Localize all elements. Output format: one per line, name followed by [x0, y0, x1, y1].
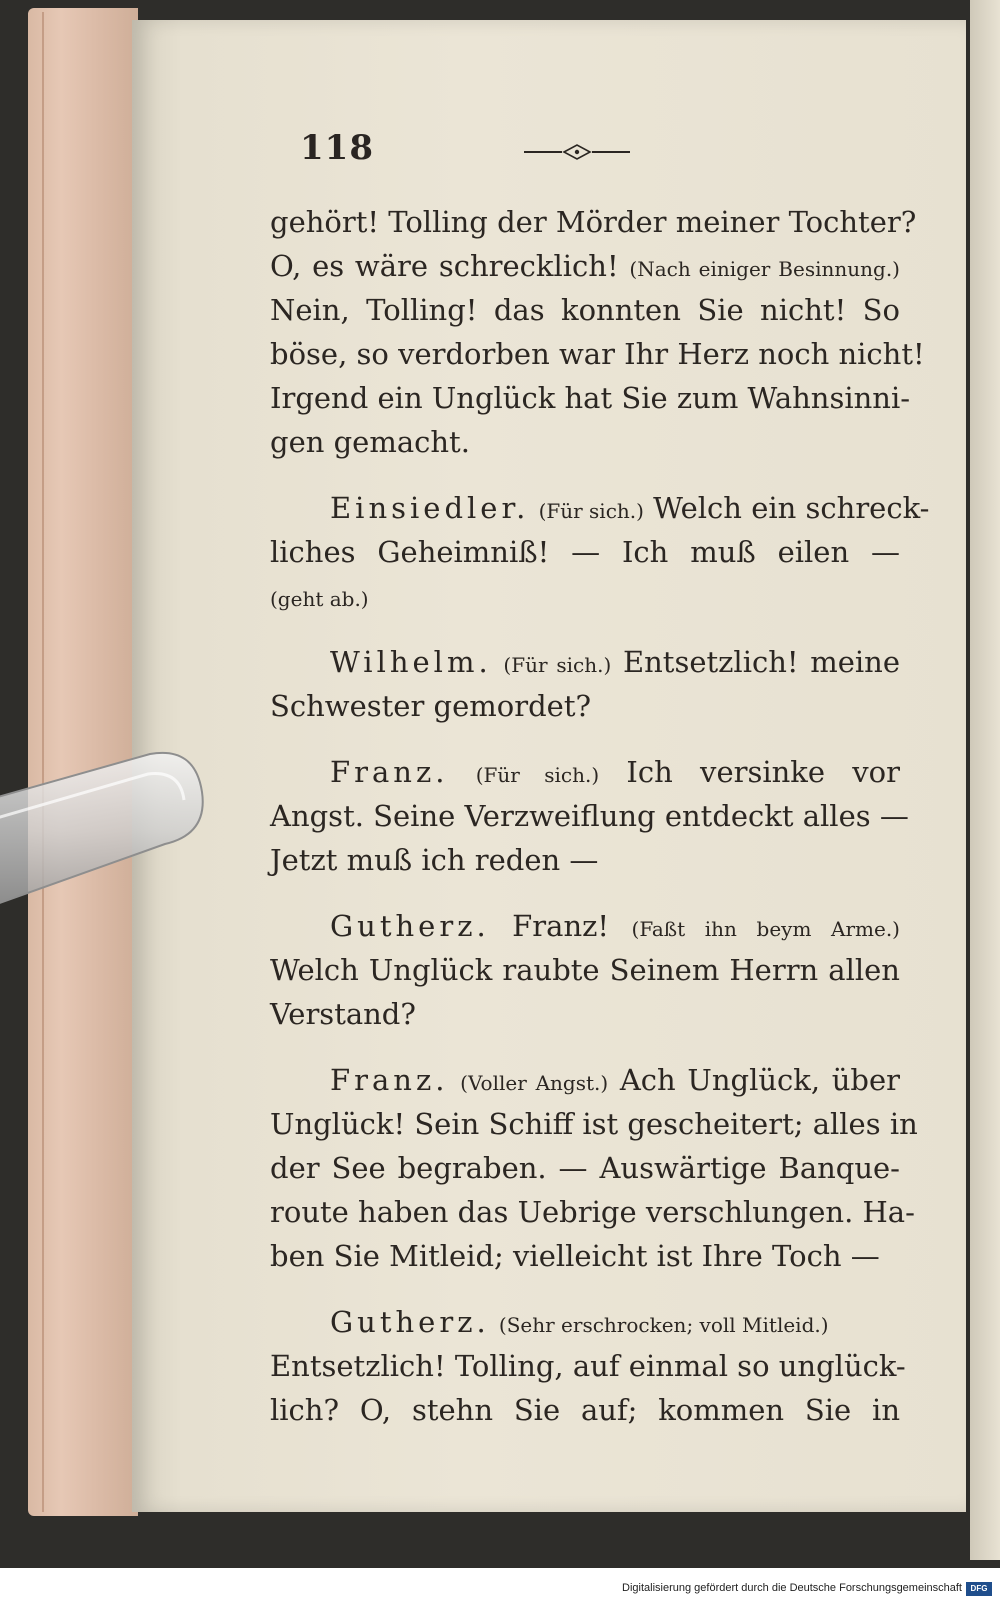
text-line: gehört! Tolling der Mörder meiner Tochter? [270, 205, 917, 239]
speech-line: Entsetzlich! Tolling, auf einmal so unglück- [270, 1349, 906, 1383]
stage-direction: (Sehr erschrocken; voll Mitleid.) [498, 1313, 829, 1337]
speech-line: lich? O, stehn Sie auf; kommen Sie in [270, 1393, 900, 1427]
speech-line: Franz. (Für sich.) Ich versinke vor [330, 755, 900, 789]
speech-line [270, 574, 900, 618]
stage-direction: (geht ab.) [270, 587, 369, 611]
speech-line: Welch Unglück raubte Seinem Herrn allen [270, 953, 900, 987]
speaker-name: Franz. [330, 1063, 449, 1097]
dfg-logo: DFG [966, 1582, 992, 1596]
speaker-name: Gutherz. [330, 1305, 490, 1339]
speech-line: liches Geheimniß! — Ich muß eilen — [270, 535, 900, 569]
speaker-name: Franz. [330, 755, 449, 789]
speech-line: Angst. Seine Verzweiflung entdeckt alles — [270, 799, 909, 833]
header-ornament-icon [522, 142, 632, 162]
stage-direction: (Nach einiger Besinnung.) [629, 257, 900, 281]
speech-line: route haben das Uebrige verschlungen. Ha- [270, 1195, 915, 1229]
speaker-name: Gutherz. [330, 909, 490, 943]
speaker-name: Einsiedler. [330, 491, 530, 525]
speech-line: Franz. (Voller Angst.) Ach Unglück, über [330, 1063, 901, 1097]
stage-direction: (Für sich.) [538, 499, 644, 523]
speech-line: Wilhelm. (Für sich.) Entsetzlich! meine [330, 645, 901, 679]
stage-direction: (Für sich.) [503, 653, 612, 677]
speech-line: Einsiedler. (Für sich.) Welch ein schreck- [330, 491, 930, 525]
text-line: Irgend ein Unglück hat Sie zum Wahnsinni- [270, 381, 911, 415]
text-line: Nein, Tolling! das konnten Sie nicht! So [270, 293, 900, 327]
speech-line: Jetzt muß ich reden — [270, 843, 599, 877]
speech-line: ben Sie Mitleid; vielleicht ist Ihre Toch — [270, 1239, 880, 1273]
body-text [270, 200, 930, 1432]
speech-line [270, 1300, 900, 1344]
text-line: gen gemacht. [270, 425, 470, 459]
page-number: 118 [300, 128, 374, 168]
digitization-credit: Digitalisierung gefördert durch die Deutsche Forschungsgemeinschaft [622, 1582, 962, 1594]
page-header [300, 128, 900, 178]
speech-line: der See begraben. — Auswärtige Banque- [270, 1151, 900, 1185]
footer-bar [0, 1568, 1000, 1604]
speech-line: Gutherz. Franz! (Faßt ihn beym Arme.) [330, 909, 900, 943]
stage-direction: (Voller Angst.) [460, 1071, 609, 1095]
text-line: böse, so verdorben war Ihr Herz noch nicht! [270, 337, 925, 371]
speaker-name: Wilhelm. [330, 645, 492, 679]
speech-line: Verstand? [270, 997, 416, 1031]
text-line: O, es wäre schrecklich! (Nach einiger Besinnung.) [270, 249, 900, 283]
speech-line: Schwester gemordet? [270, 689, 592, 723]
adjacent-page-edge [970, 0, 1000, 1560]
stage-direction: (Für sich.) [475, 763, 600, 787]
plastic-page-clip [0, 742, 210, 922]
speech-line: Unglück! Sein Schiff ist gescheitert; alles in [270, 1107, 918, 1141]
stage-direction: (Faßt ihn beym Arme.) [631, 917, 900, 941]
